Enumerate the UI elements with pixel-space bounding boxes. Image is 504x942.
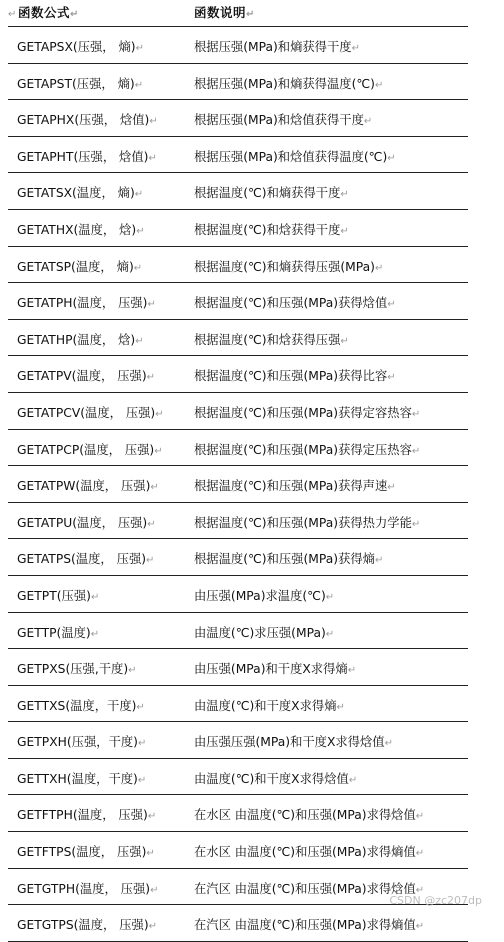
description-text: 在汽区 由温度(℃)和压强(MPa)求得焓值	[194, 881, 416, 896]
formula-cell	[17, 513, 156, 531]
description-text: 由温度(℃)和干度X求得熵	[194, 698, 337, 713]
paragraph-mark: ↵	[384, 738, 393, 750]
formula-cell	[17, 732, 146, 750]
description-cell	[194, 74, 383, 92]
paragraph-mark: ↵	[374, 555, 384, 567]
description-text: 根据温度(℃)和压强(MPa)获得比容	[194, 369, 388, 384]
formula-cell	[17, 476, 159, 494]
formula-cell	[17, 74, 143, 92]
formula-cell	[17, 330, 144, 348]
paragraph-mark: ↵	[415, 921, 425, 933]
description-text: 在水区 由温度(℃)和压强(MPa)求得熵值	[194, 845, 416, 860]
table-row	[8, 905, 468, 942]
description-text: 根据压强(MPa)和焓值获得温度(℃)	[194, 149, 388, 164]
paragraph-mark: ↵	[387, 372, 396, 384]
paragraph-mark: ↵	[148, 921, 158, 933]
description-text: 由压强压强(MPa)和干度X求得焓值	[194, 735, 385, 750]
paragraph-mark: ↵	[147, 299, 156, 311]
table-row	[8, 64, 468, 101]
formula-text: GETFTPH(温度， 压强)	[17, 808, 148, 823]
paragraph-mark: ↵	[340, 335, 349, 347]
formula-text: GETATPS(温度， 压强)	[17, 552, 147, 567]
paragraph-mark: ↵	[374, 262, 384, 274]
description-text: 由压强(MPa)和干度X求得熵	[194, 662, 348, 677]
paragraph-mark: ↵	[340, 225, 349, 237]
description-text: 根据温度(℃)和压强(MPa)获得焓值	[194, 296, 388, 311]
paragraph-mark: ↵	[133, 262, 143, 274]
description-cell	[194, 476, 396, 494]
formula-cell	[17, 403, 164, 421]
table-row	[8, 430, 468, 467]
paragraph-mark: ↵	[90, 628, 100, 640]
description-text: 根据压强(MPa)和熵获得干度	[194, 40, 352, 54]
paragraph-mark: ↵	[147, 518, 156, 530]
formula-text: GETATHP(温度， 焓)	[17, 332, 136, 347]
description-text: 根据温度(℃)和压强(MPa)获得定容热容	[194, 405, 412, 420]
description-cell	[194, 147, 396, 165]
formula-text: GETATHX(温度， 焓)	[17, 222, 137, 237]
paragraph-mark: ↵	[155, 408, 164, 420]
description-cell	[194, 623, 334, 641]
description-text: 根据压强(MPa)和焓值获得干度	[194, 113, 364, 128]
formula-cell	[17, 879, 158, 897]
paragraph-mark: ↵	[148, 152, 157, 164]
description-text: 根据温度(℃)和焓获得干度	[194, 222, 341, 237]
description-cell	[194, 403, 420, 421]
formula-text: GETATPH(温度， 压强)	[17, 296, 148, 311]
paragraph-mark: ↵	[146, 372, 156, 384]
formula-cell	[17, 37, 144, 55]
table-row	[8, 173, 468, 210]
paragraph-mark: ↵	[347, 665, 357, 677]
description-cell	[194, 696, 345, 714]
paragraph-mark: ↵	[351, 43, 360, 54]
formula-text: GETATSX(温度， 熵)	[17, 186, 135, 201]
table-row	[8, 686, 468, 723]
formula-cell	[17, 696, 145, 714]
table-row	[8, 466, 468, 503]
description-cell	[194, 366, 396, 384]
table-row	[8, 503, 468, 540]
description-text: 根据温度(℃)和压强(MPa)获得定压热容	[194, 442, 412, 457]
formula-cell	[17, 586, 99, 604]
paragraph-mark: ↵	[411, 518, 421, 530]
description-text: 根据温度(℃)和压强(MPa)获得热力学能	[194, 515, 412, 530]
table-row	[8, 100, 468, 137]
description-cell	[194, 915, 424, 933]
description-text: 根据温度(℃)和压强(MPa)获得熵	[194, 552, 375, 567]
formula-text: GETAPHT(压强， 焓值)	[17, 149, 149, 164]
table-row	[8, 393, 468, 430]
table-row	[8, 576, 468, 613]
paragraph-mark: ↵	[387, 152, 396, 164]
header-description: 函数说明↵	[194, 5, 255, 20]
paragraph-mark: ↵	[134, 189, 144, 201]
paragraph-mark: ↵	[136, 701, 145, 713]
description-cell	[194, 732, 393, 750]
formula-cell	[17, 147, 157, 165]
table-row	[8, 210, 468, 247]
formula-text: GETTP(温度)	[17, 625, 91, 640]
watermark: CSDN @zc207dp	[389, 894, 482, 907]
paragraph-mark: ↵	[415, 811, 425, 823]
formula-cell	[17, 110, 158, 128]
formula-cell	[17, 257, 142, 275]
header-formula: 函数公式↵	[18, 5, 79, 20]
table-header	[8, 0, 468, 27]
description-cell	[194, 513, 420, 531]
description-text: 根据温度(℃)和压强(MPa)获得声速	[194, 479, 388, 494]
paragraph-mark: ↵	[363, 116, 373, 128]
table-row	[8, 722, 468, 759]
description-cell	[194, 549, 383, 567]
paragraph-mark: ↵	[415, 848, 425, 860]
paragraph-mark: ↵	[135, 335, 144, 347]
formula-text: GETTXS(温度，干度)	[17, 698, 137, 713]
paragraph-mark: ↵	[147, 811, 157, 823]
table-row	[8, 649, 468, 686]
formula-text: GETTXH(温度，干度)	[17, 771, 138, 786]
formula-text: GETATPCP(温度， 压强)	[17, 442, 155, 457]
paragraph-mark: ↵	[336, 701, 345, 713]
formula-cell	[17, 366, 155, 384]
formula-cell	[17, 183, 143, 201]
function-table	[8, 0, 468, 942]
paragraph-mark: ↵	[149, 116, 158, 128]
paragraph-mark: ↵	[90, 591, 100, 603]
description-cell	[194, 805, 424, 823]
paragraph-mark: ↵	[325, 628, 335, 640]
formula-text: GETPT(压强)	[17, 588, 91, 603]
paragraph-mark: ↵	[374, 79, 384, 91]
formula-cell	[17, 769, 146, 787]
formula-text: GETAPSX(压强， 熵)	[17, 40, 136, 54]
formula-text: GETAPHX(压强， 焓值)	[17, 113, 150, 128]
description-cell	[194, 330, 349, 348]
paragraph-mark: ↵	[415, 884, 425, 896]
description-text: 根据温度(℃)和熵获得干度	[194, 186, 341, 201]
paragraph-mark: ↵	[136, 225, 145, 237]
formula-text: GETATSP(温度， 熵)	[17, 259, 134, 274]
table-row	[8, 759, 468, 796]
paragraph-mark: ↵	[411, 445, 421, 457]
paragraph-mark: ↵	[387, 482, 396, 494]
paragraph-mark: ↵	[8, 9, 17, 20]
formula-cell	[17, 549, 154, 567]
paragraph-mark: ↵	[137, 738, 147, 750]
formula-text: GETPXH(压强，干度)	[17, 735, 138, 750]
paragraph-mark: ↵	[146, 848, 155, 860]
description-cell	[194, 842, 424, 860]
table-body	[8, 27, 468, 942]
paragraph-mark: ↵	[387, 299, 396, 311]
description-text: 根据压强(MPa)和熵获得温度(℃)	[194, 76, 375, 91]
table-row	[8, 539, 468, 576]
description-text: 在汽区 由温度(℃)和压强(MPa)求得熵值	[194, 918, 416, 933]
description-cell	[194, 769, 357, 787]
description-cell	[194, 257, 383, 275]
formula-text: GETPXS(压强,干度)	[17, 662, 129, 677]
description-text: 根据温度(℃)和焓获得压强	[194, 332, 341, 347]
description-text: 由压强(MPa)求温度(℃)	[194, 588, 326, 603]
formula-cell	[17, 659, 137, 677]
table-row	[8, 613, 468, 650]
paragraph-mark: ↵	[134, 79, 144, 91]
formula-text: GETATPCV(温度， 压强)	[17, 405, 156, 420]
paragraph-mark: ↵	[325, 591, 335, 603]
formula-cell	[17, 220, 145, 238]
paragraph-mark: ↵	[150, 482, 159, 494]
paragraph-mark: ↵	[150, 884, 159, 896]
formula-cell	[17, 842, 155, 860]
table-row	[8, 356, 468, 393]
description-cell	[194, 293, 396, 311]
formula-cell	[17, 915, 157, 933]
table-row	[8, 137, 468, 174]
table-row	[8, 320, 468, 357]
formula-text: GETATPU(温度， 压强)	[17, 515, 148, 530]
description-text: 根据温度(℃)和熵获得压强(MPa)	[194, 259, 375, 274]
paragraph-mark: ↵	[348, 774, 358, 786]
formula-text: GETFTPS(温度， 压强)	[17, 845, 147, 860]
table-row	[8, 247, 468, 284]
paragraph-mark: ↵	[128, 665, 137, 677]
description-text: 在水区 由温度(℃)和压强(MPa)求得焓值	[194, 808, 416, 823]
formula-cell	[17, 805, 156, 823]
formula-text: GETAPST(压强， 熵)	[17, 76, 135, 91]
formula-cell	[17, 293, 156, 311]
description-cell	[194, 220, 349, 238]
paragraph-mark: ↵	[340, 189, 349, 201]
paragraph-mark: ↵	[154, 445, 163, 457]
table-row	[8, 283, 468, 320]
description-cell	[194, 110, 372, 128]
description-cell	[194, 586, 334, 604]
description-cell	[194, 37, 360, 55]
description-cell	[194, 440, 420, 458]
formula-text: GETGTPH(温度， 压强)	[17, 881, 151, 896]
table-row	[8, 27, 468, 64]
paragraph-mark: ↵	[137, 774, 147, 786]
formula-cell	[17, 440, 163, 458]
table-row	[8, 795, 468, 832]
description-text: 由温度(℃)求压强(MPa)	[194, 625, 326, 640]
paragraph-mark: ↵	[146, 555, 155, 567]
formula-text: GETATPW(温度， 压强)	[17, 479, 151, 494]
paragraph-mark: ↵	[135, 43, 144, 54]
description-cell	[194, 183, 349, 201]
description-text: 由温度(℃)和干度X求得焓值	[194, 771, 349, 786]
table-row	[8, 832, 468, 869]
formula-text: GETGTPS(温度， 压强)	[17, 918, 149, 933]
formula-text: GETATPV(温度， 压强)	[17, 369, 147, 384]
description-cell	[194, 659, 356, 677]
paragraph-mark: ↵	[411, 408, 421, 420]
formula-cell	[17, 623, 99, 641]
